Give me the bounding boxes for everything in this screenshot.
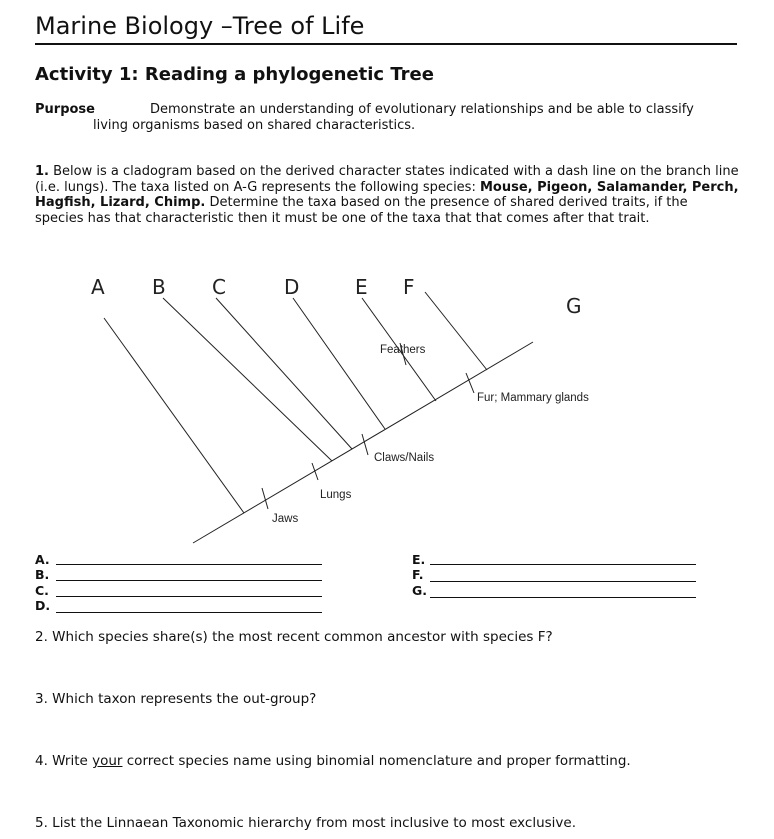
- trait-tick-jaws: [262, 488, 268, 509]
- question-1-number: 1.: [35, 164, 49, 179]
- answer-line-g[interactable]: [430, 597, 696, 598]
- trait-label-feathers: Feathers: [380, 344, 426, 356]
- purpose-text-line1: Demonstrate an understanding of evolutionary relationships and be able to classify: [150, 102, 694, 117]
- question-5: 5. List the Linnaean Taxonomic hierarchy from most inclusive to most exclusive.: [35, 815, 577, 831]
- branch-b: [163, 298, 332, 461]
- answer-line-b[interactable]: [56, 580, 322, 581]
- purpose-text-line2: living organisms based on shared characteristics.: [93, 118, 416, 133]
- question-4-underlined-word: your: [92, 753, 123, 769]
- answer-label-e: E.: [412, 552, 426, 567]
- answer-line-d[interactable]: [56, 612, 322, 613]
- taxon-label-c: C: [212, 275, 226, 299]
- question-4-end: correct species name using binomial nomenclature and proper formatting.: [122, 753, 631, 769]
- branch-d: [293, 298, 385, 429]
- answer-line-e[interactable]: [430, 564, 696, 565]
- question-4-start: 4. Write: [35, 753, 93, 769]
- answer-label-d: D.: [35, 598, 51, 613]
- trait-tick-fur: [466, 373, 474, 393]
- question-2: 2. Which species share(s) the most recent common ancestor with species F?: [35, 629, 553, 645]
- taxon-label-a: A: [91, 275, 105, 299]
- trait-label-jaws: Jaws: [272, 513, 299, 525]
- answer-line-a[interactable]: [56, 564, 322, 565]
- answer-label-f: F.: [412, 567, 424, 582]
- trait-label-lungs: Lungs: [320, 489, 352, 501]
- page-title: Marine Biology –Tree of Life: [35, 12, 365, 40]
- activity-heading: Activity 1: Reading a phylogenetic Tree: [35, 64, 434, 85]
- taxon-label-g: G: [566, 294, 582, 318]
- question-4: [35, 753, 631, 769]
- answer-line-f[interactable]: [430, 581, 696, 582]
- taxon-label-b: B: [152, 275, 166, 299]
- question-1-text: Below is a cladogram based on the derived character states indicated with a dash line on the branch line (i.e. lungs). The taxa listed on A-G represents the following species:: [35, 164, 739, 195]
- answer-label-a: A.: [35, 552, 50, 567]
- branch-f: [425, 292, 487, 370]
- branch-a: [104, 318, 244, 513]
- question-1-instructions: Determine the taxa based on the presence of shared derived traits, if the species has that characteristic then it must be one of the taxa that that comes after that trait.: [35, 195, 688, 226]
- question-1-species: Mouse, Pigeon, Salamander, Perch, Hagfish, Lizard, Chimp.: [35, 179, 739, 210]
- answer-line-c[interactable]: [56, 596, 322, 597]
- taxon-label-d: D: [284, 275, 300, 299]
- purpose-label: Purpose: [35, 102, 95, 117]
- taxon-label-f: F: [403, 275, 415, 299]
- taxon-label-e: E: [355, 275, 368, 299]
- answer-label-g: G.: [412, 583, 428, 598]
- branch-c: [216, 298, 352, 449]
- trait-label-claws: Claws/Nails: [374, 452, 435, 464]
- trait-tick-lungs: [312, 463, 318, 480]
- trait-label-fur: Fur; Mammary glands: [477, 392, 589, 404]
- answer-label-b: B.: [35, 567, 50, 582]
- answer-label-c: C.: [35, 583, 49, 598]
- question-3: 3. Which taxon represents the out-group?: [35, 691, 317, 707]
- trait-tick-claws: [362, 434, 368, 455]
